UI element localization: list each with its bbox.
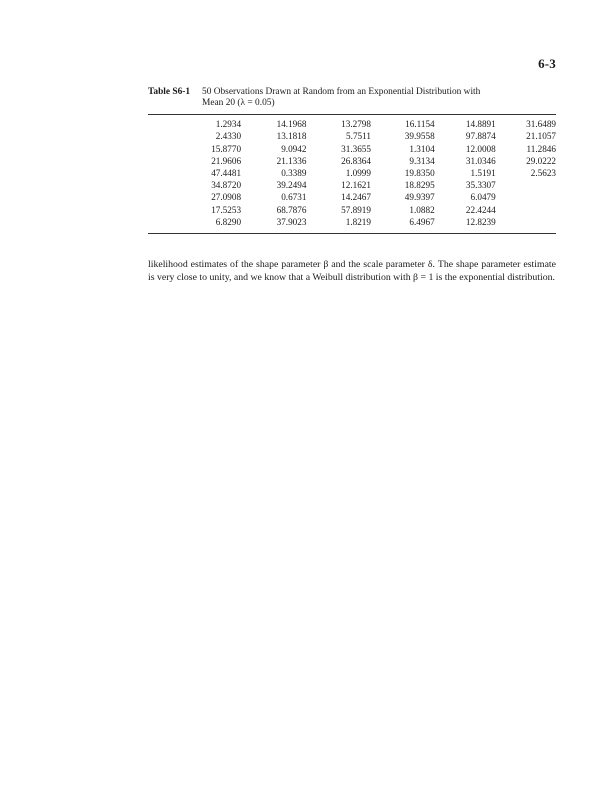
table-row: [148, 131, 556, 143]
table-cell: 15.8770: [211, 143, 242, 154]
table-cell: 14.8891: [465, 119, 496, 130]
table-row: [148, 143, 556, 155]
table-cell: 16.1154: [405, 119, 435, 130]
table-cell: [496, 192, 556, 204]
table-cell: 2.4330: [215, 131, 242, 142]
table-cell: 97.8874: [465, 131, 496, 142]
table-cell: 21.9606: [211, 155, 242, 166]
table-row: [148, 119, 556, 131]
row-indent: [148, 131, 176, 143]
table-cell: 34.8720: [211, 180, 242, 191]
table-cell: 1.2934: [215, 119, 242, 130]
table-cell: 49.9397: [404, 192, 435, 203]
table-cell: 0.6731: [281, 192, 307, 203]
table-cell: 13.2798: [341, 119, 371, 130]
table-cell: 1.5191: [470, 167, 496, 178]
observations-table: [148, 119, 556, 229]
table-cell: 12.0008: [465, 143, 496, 154]
table-row: [148, 217, 556, 229]
table-cell: [496, 217, 556, 229]
table-row: [148, 204, 556, 216]
table-cell: [496, 180, 556, 192]
table-cell: 6.8290: [215, 216, 242, 227]
table-cell: 0.3389: [281, 167, 307, 178]
caption-line-2: Mean 20 (λ = 0.05): [202, 98, 275, 108]
table-top-rule: [148, 114, 556, 115]
table-cell: 35.3307: [465, 180, 496, 191]
table-cell: [496, 204, 556, 216]
table-cell: 21.1336: [276, 155, 307, 166]
table-cell: 1.3104: [409, 143, 435, 154]
table-cell: 18.8295: [404, 180, 435, 191]
table-cell: 1.8219: [345, 216, 371, 227]
table-cell: 12.1621: [341, 180, 371, 191]
table-cell: 57.8919: [341, 204, 371, 215]
table-cell: 22.4244: [465, 204, 496, 215]
table-cell: 12.8239: [465, 216, 496, 227]
table-cell: 31.3655: [341, 143, 371, 154]
table-cell: 2.5623: [530, 167, 556, 178]
caption-line-1: 50 Observations Drawn at Random from an Exponential Distribution with: [202, 87, 481, 97]
table-cell: 17.5253: [211, 204, 242, 215]
row-indent: [148, 204, 176, 216]
table-bottom-rule: [148, 233, 556, 234]
row-indent: [148, 143, 176, 155]
table-cell: 37.9023: [276, 216, 307, 227]
table-cell: 13.1818: [276, 131, 307, 142]
table-label: Table S6-1: [148, 87, 191, 97]
table-row: [148, 192, 556, 204]
table-cell: 1.0882: [409, 204, 435, 215]
table-cell: 26.8364: [341, 155, 371, 166]
table-row: [148, 180, 556, 192]
row-indent: [148, 192, 176, 204]
table-cell: 9.0942: [281, 143, 307, 154]
table-caption: [148, 87, 556, 109]
table-cell: 39.2494: [276, 180, 307, 191]
row-indent: [148, 119, 176, 131]
table-cell: 9.3134: [409, 155, 435, 166]
table-cell: 68.7876: [276, 204, 307, 215]
row-indent: [148, 168, 176, 180]
table-cell: 1.0999: [345, 167, 371, 178]
table-cell: 47.4481: [211, 167, 242, 178]
row-indent: [148, 217, 176, 229]
table-cell: 19.8350: [404, 167, 435, 178]
table-cell: 5.7511: [346, 131, 371, 142]
table-cell: 6.4967: [409, 216, 435, 227]
table-row: [148, 168, 556, 180]
table-cell: 31.6489: [526, 119, 556, 130]
table-row: [148, 156, 556, 168]
table-cell: 29.0222: [526, 155, 556, 166]
table-cell: 31.0346: [465, 155, 496, 166]
body-paragraph: likelihood estimates of the shape parameter β and the scale parameter δ. The shape parameter estimate is very close to unity, and we know that a Weibull distribution with β = 1 is the exponential distribution.: [148, 259, 556, 284]
table-caption-text: [202, 87, 556, 109]
table-cell: 39.9558: [404, 131, 435, 142]
table-s6-1: [148, 87, 556, 234]
table-cell: 14.1968: [276, 119, 307, 130]
table-cell: 21.1057: [526, 131, 556, 142]
page-number: 6-3: [538, 56, 556, 71]
table-cell: 6.0479: [470, 192, 496, 203]
table-body: [148, 119, 556, 229]
table-cell: 14.2467: [341, 192, 371, 203]
table-cell: 27.0908: [211, 192, 242, 203]
row-indent: [148, 156, 176, 168]
table-cell: 11.2846: [526, 143, 556, 154]
row-indent: [148, 180, 176, 192]
